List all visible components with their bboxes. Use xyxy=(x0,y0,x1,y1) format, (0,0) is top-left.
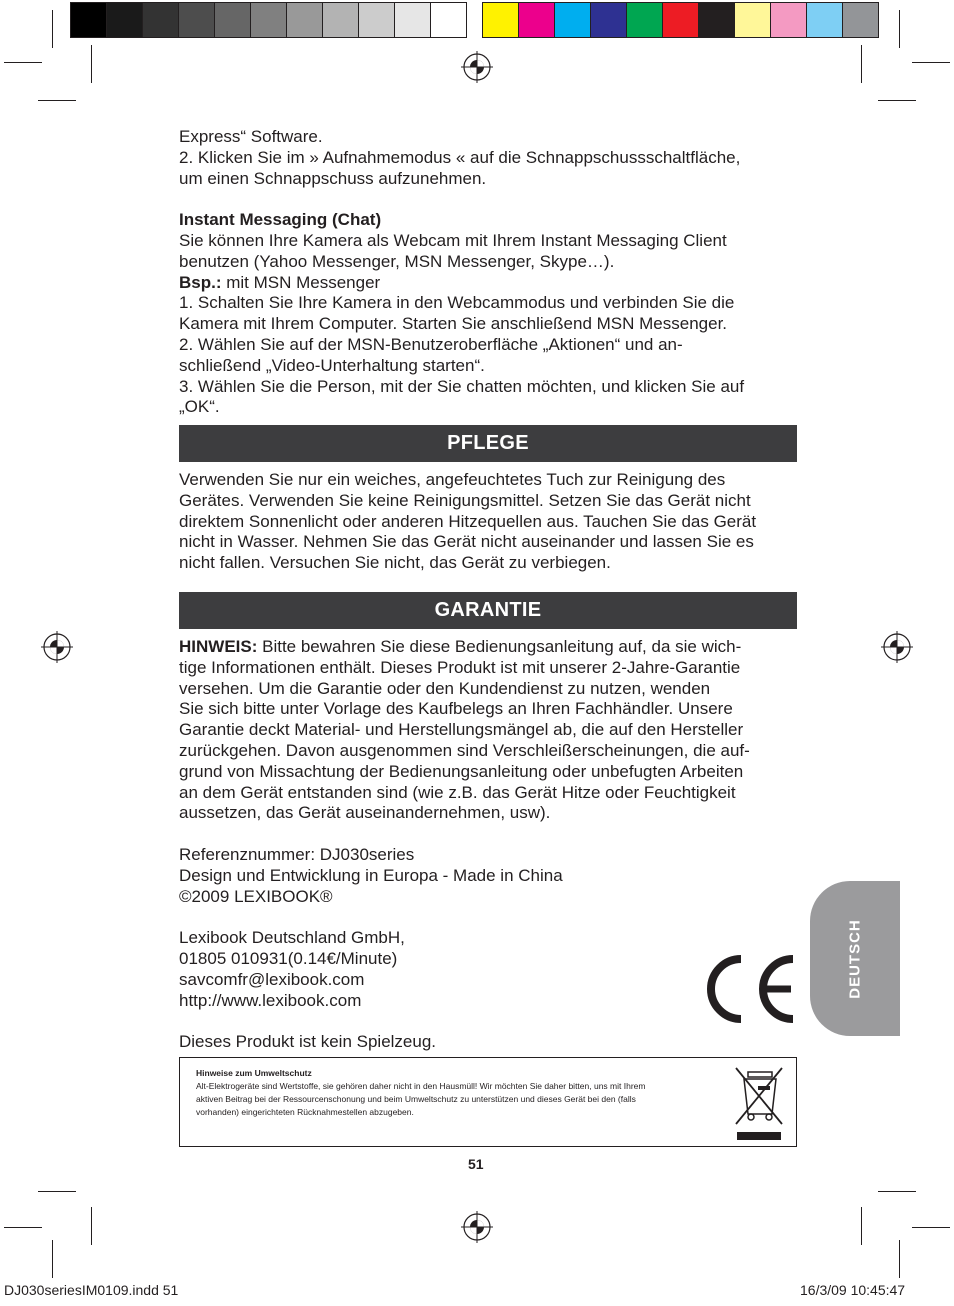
text-line: grund von Missachtung der Bedienungsanleitung oder unbefugten Arbeiten xyxy=(179,761,744,781)
text-line: Sie können Ihre Kamera als Webcam mit Ihrem Instant Messaging Client xyxy=(179,230,727,250)
environment-text xyxy=(196,1080,696,1119)
color-swatch xyxy=(179,3,215,37)
reference-number: Referenznummer: DJ030series xyxy=(179,844,415,864)
text-line: 2. Klicken Sie im » Aufnahmemodus « auf die Schnappschussschaltfläche, xyxy=(179,147,741,167)
text-line: vorhanden) eingerichteten Rücknahmestellen abzugeben. xyxy=(196,1107,414,1117)
text-line: versehen. Um die Garantie oder den Kundendienst zu nutzen, wenden xyxy=(179,678,711,698)
color-swatch xyxy=(483,3,519,37)
registration-mark-icon xyxy=(41,631,73,663)
garantie-heading: GARANTIE xyxy=(179,592,797,629)
crop-mark xyxy=(38,1191,76,1192)
text-line: Garantie deckt Material- und Herstellungsmängel ab, die auf den Hersteller xyxy=(179,720,744,740)
crop-mark xyxy=(52,10,53,48)
copyright: ©2009 LEXIBOOK® xyxy=(179,886,333,906)
footer-date-info: 16/3/09 10:45:47 xyxy=(800,1282,906,1298)
footer-file-info: DJ030seriesIM0109.indd 51 xyxy=(4,1282,179,1298)
crop-mark xyxy=(899,10,900,48)
text-line: „OK“. xyxy=(179,397,220,417)
crop-mark xyxy=(878,100,916,101)
company-name: Lexibook Deutschland GmbH, xyxy=(179,928,405,948)
environment-notice xyxy=(179,1057,797,1147)
registration-mark-icon xyxy=(461,51,493,83)
pflege-text-block xyxy=(179,470,801,574)
text-line: zurückgehen. Davon ausgenommen sind Verschleißerscheinungen, die auf- xyxy=(179,740,750,760)
text-line: nicht fallen. Versuchen Sie nicht, das Gerät zu verbiegen. xyxy=(179,553,611,573)
text-line: benutzen (Yahoo Messenger, MSN Messenger, Skype…). xyxy=(179,251,615,271)
color-swatch xyxy=(395,3,431,37)
cmyk-color-bar xyxy=(482,2,879,38)
crop-mark xyxy=(4,1227,42,1228)
registration-mark-icon xyxy=(881,631,913,663)
example-label: Bsp.: xyxy=(179,272,222,292)
toy-note: Dieses Produkt ist kein Spielzeug. xyxy=(179,1032,437,1052)
color-swatch xyxy=(215,3,251,37)
crop-mark xyxy=(912,1227,950,1228)
color-swatch xyxy=(591,3,627,37)
crop-mark xyxy=(91,45,92,83)
text-line: schließend „Video-Unterhaltung starten“. xyxy=(179,355,485,375)
crop-mark xyxy=(861,1207,862,1245)
text-line: nicht in Wasser. Nehmen Sie das Gerät nicht auseinander und lassen Sie es xyxy=(179,532,754,552)
text-line: aktiven Beitrag bei der Ressourcenschonung und beim Umweltschutz zu unterstützen und dieses Gerät bei den (falls xyxy=(196,1094,636,1104)
language-tab xyxy=(810,881,900,1036)
text-line: tige Informationen enthält. Dieses Produkt ist mit unserer 2-Jahre-Garantie xyxy=(179,657,741,677)
company-phone: 01805 010931(0.14€/Minute) xyxy=(179,948,398,968)
crop-mark xyxy=(91,1207,92,1245)
color-swatch xyxy=(323,3,359,37)
text-line: an dem Gerät entstanden sind (wie z.B. das Gerät Hitze oder Feuchtigkeit xyxy=(179,782,736,802)
text-line: Gerätes. Verwenden Sie keine Reinigungsmittel. Setzen Sie das Gerät nicht xyxy=(179,490,751,510)
text-line: Verwenden Sie nur ein weiches, angefeuchtetes Tuch zur Reinigung des xyxy=(179,470,726,489)
text-line: Sie sich bitte unter Vorlage des Kaufbelegs an Ihren Fachhändler. Unsere xyxy=(179,699,733,719)
design-origin: Design und Entwicklung in Europa - Made in China xyxy=(179,865,563,885)
grayscale-color-bar xyxy=(70,2,467,38)
language-tab-label: DEUTSCH xyxy=(846,918,864,999)
text-line: 2. Wählen Sie auf der MSN-Benutzeroberfläche „Aktionen“ und an- xyxy=(179,334,683,354)
crossed-bin-icon xyxy=(730,1062,790,1142)
crop-mark xyxy=(878,1191,916,1192)
color-swatch xyxy=(431,3,466,37)
crop-mark xyxy=(4,62,42,63)
text-line: aussetzen, das Gerät auseinandernehmen, usw). xyxy=(179,803,551,823)
ce-mark-icon xyxy=(697,953,798,1025)
crop-mark xyxy=(38,100,76,101)
color-swatch xyxy=(771,3,807,37)
color-swatch xyxy=(555,3,591,37)
color-swatch xyxy=(663,3,699,37)
page-number: 51 xyxy=(468,1156,484,1172)
company-website: http://www.lexibook.com xyxy=(179,990,362,1010)
text-line: Kamera mit Ihrem Computer. Starten Sie anschließend MSN Messenger. xyxy=(179,314,728,334)
text-line: Alt-Elektrogeräte sind Wertstoffe, sie gehören daher nicht in den Hausmüll! Wir möchten Sie daher bitten, uns mit Ihrem xyxy=(196,1081,646,1091)
registration-mark-icon xyxy=(461,1211,493,1243)
text-line: Express“ Software. xyxy=(179,127,323,146)
color-swatch xyxy=(71,3,107,37)
environment-title: Hinweise zum Umweltschutz xyxy=(196,1068,312,1078)
color-swatch xyxy=(359,3,395,37)
example-text: mit MSN Messenger xyxy=(221,272,381,292)
company-email: savcomfr@lexibook.com xyxy=(179,969,365,989)
color-swatch xyxy=(143,3,179,37)
crop-mark xyxy=(899,1240,900,1278)
color-swatch xyxy=(251,3,287,37)
example-line xyxy=(179,273,801,294)
color-swatch xyxy=(627,3,663,37)
hinweis-label: HINWEIS: xyxy=(179,637,258,656)
chat-heading: Instant Messaging (Chat) xyxy=(179,210,382,230)
color-swatch xyxy=(843,3,878,37)
text-line: um einen Schnappschuss aufzunehmen. xyxy=(179,168,487,188)
color-swatch xyxy=(699,3,735,37)
hinweis-text: Bitte bewahren Sie diese Bedienungsanleitung auf, da sie wich- xyxy=(257,637,742,656)
color-swatch xyxy=(807,3,843,37)
pflege-heading: PFLEGE xyxy=(179,425,797,462)
crop-mark xyxy=(52,1240,53,1278)
color-swatch xyxy=(519,3,555,37)
text-line xyxy=(179,637,801,658)
intro-text-block xyxy=(179,127,801,418)
color-swatch xyxy=(735,3,771,37)
text-line: 1. Schalten Sie Ihre Kamera in den Webcammodus und verbinden Sie die xyxy=(179,293,735,313)
crop-mark xyxy=(912,62,950,63)
crop-mark xyxy=(861,45,862,83)
text-line: 3. Wählen Sie die Person, mit der Sie chatten möchten, und klicken Sie auf xyxy=(179,376,745,396)
color-swatch xyxy=(287,3,323,37)
color-swatch xyxy=(107,3,143,37)
text-line: direktem Sonnenlicht oder anderen Hitzequellen aus. Tauchen Sie das Gerät xyxy=(179,511,757,531)
